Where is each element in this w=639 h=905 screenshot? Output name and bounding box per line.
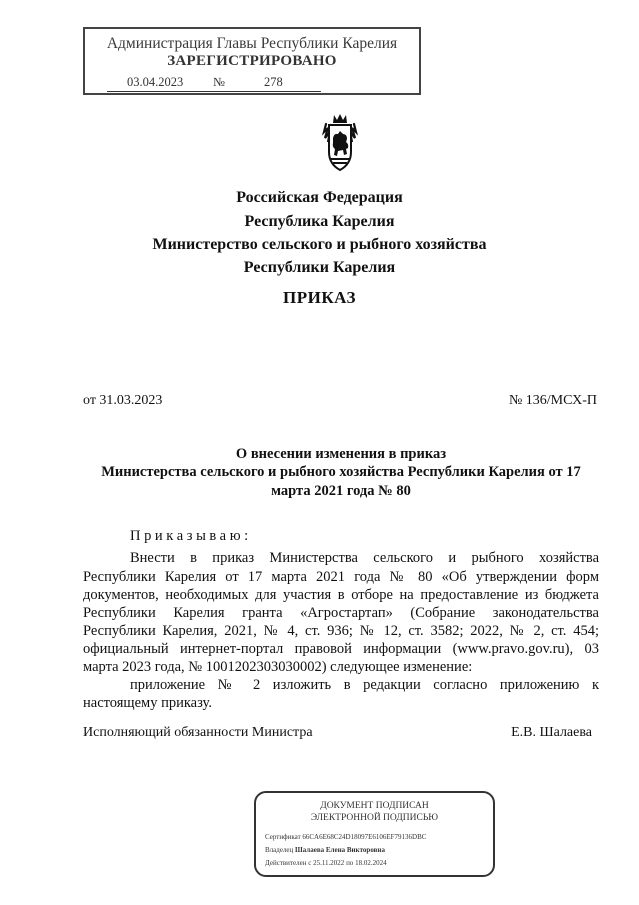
body-line: Республики Карелия гранта «Агростартап» (Собрание законодательства	[83, 605, 599, 621]
stamp-registered-label: ЗАРЕГИСТРИРОВАНО	[167, 53, 337, 69]
stamp-number: 278	[264, 75, 283, 89]
header-ministry-republic: Республики Карелия	[243, 259, 396, 276]
esig-owner-value: Шалаева Елена Викторовна	[295, 846, 385, 854]
body-line: Внести в приказ Министерства сельского и рыбного хозяйства	[130, 550, 599, 566]
electronic-signature-stamp	[254, 791, 495, 877]
stamp-organization: Администрация Главы Республики Карелия	[106, 35, 398, 52]
order-number: № 136/МСХ-П	[508, 393, 597, 408]
esig-title-line1: ДОКУМЕНТ ПОДПИСАН	[320, 801, 429, 811]
body-line: марта 2023 года, № 1001202303030002) следующее изменение:	[83, 659, 473, 675]
esig-title-line2: ЭЛЕКТРОННОЙ ПОДПИСЬЮ	[310, 813, 439, 823]
body-line: официальный интернет-портал правовой информации (www.pravo.gov.ru), 03	[83, 641, 599, 657]
header-ministry: Министерство сельского и рыбного хозяйства	[152, 236, 487, 253]
esig-valid-to-label: по	[346, 859, 354, 867]
esig-valid-label: Действителен с	[265, 859, 312, 867]
body-line: документов, необходимых для участия в отборе на предоставление из бюджета	[83, 587, 599, 603]
esig-validity	[265, 859, 387, 867]
stamp-number-label: №	[213, 75, 225, 89]
stamp-registration-line	[107, 75, 321, 92]
header-republic: Республика Карелия	[244, 213, 395, 230]
document-type: ПРИКАЗ	[283, 288, 356, 307]
karelia-bear-coat-of-arms-icon	[316, 114, 364, 174]
esig-valid-to: 18.02.2024	[355, 859, 387, 867]
registration-stamp	[83, 27, 421, 95]
stamp-date: 03.04.2023	[127, 75, 184, 89]
order-title-line: О внесении изменения в приказ	[235, 446, 447, 462]
body-line: приложение № 2 изложить в редакции согласно приложению к	[130, 677, 599, 693]
body-line: Республики Карелия, 2021, № 4, ст. 936; № 12, ст. 3582; 2022, № 2, ст. 454;	[83, 623, 599, 639]
order-date: от 31.03.2023	[83, 393, 163, 408]
order-directive-word: Приказываю:	[130, 528, 252, 544]
body-line: Республики Карелия от 17 марта 2021 года № 80 «Об утверждении форм	[83, 569, 599, 585]
esig-certificate-value: 66CA6E68C24D18097E6106EF79136DBC	[302, 833, 427, 841]
body-line: настоящему приказу.	[83, 695, 212, 711]
esig-owner	[265, 846, 385, 854]
esig-valid-from: 25.11.2022	[313, 859, 345, 867]
esig-owner-label: Владелец	[265, 846, 294, 854]
signatory-name: Е.В. Шалаева	[511, 725, 592, 740]
header-country: Российская Федерация	[236, 189, 403, 206]
esig-certificate	[265, 833, 426, 841]
signatory-position: Исполняющий обязанности Министра	[83, 725, 313, 740]
order-title-line: Министерства сельского и рыбного хозяйства Республики Карелия от 17	[101, 464, 581, 480]
order-title-line: марта 2021 года № 80	[271, 483, 411, 499]
esig-certificate-label: Сертификат	[265, 833, 301, 841]
